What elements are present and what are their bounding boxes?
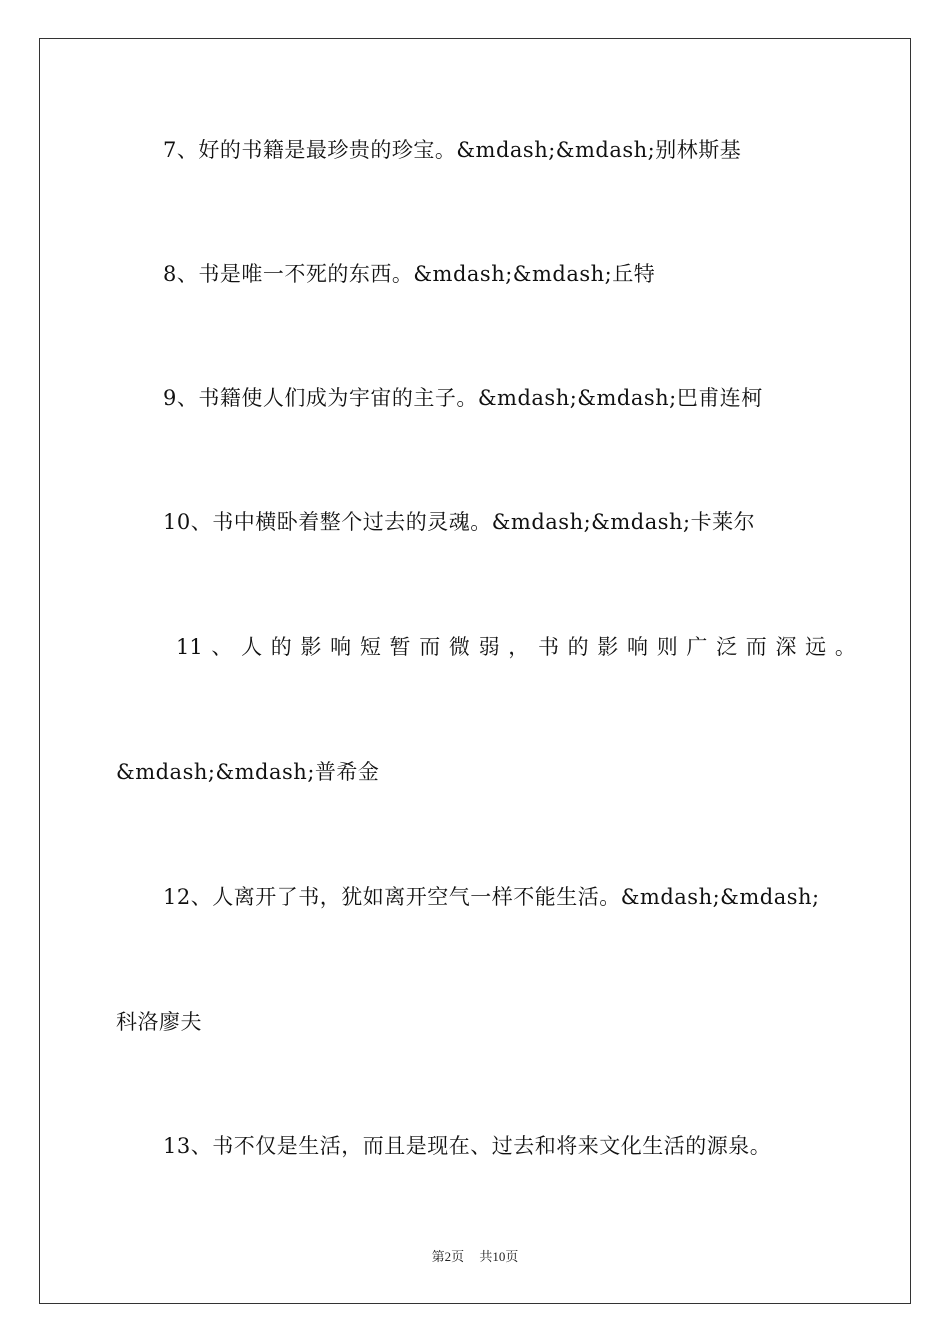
glyph: 。 xyxy=(834,635,856,659)
glyph: 弱 xyxy=(478,635,500,659)
glyph: 深 xyxy=(775,635,797,659)
page-border xyxy=(39,38,911,1304)
glyph: 暂 xyxy=(389,635,411,659)
glyph: 影 xyxy=(300,635,322,659)
glyph: 而 xyxy=(745,635,767,659)
glyph: 远 xyxy=(805,635,827,659)
glyph: ， xyxy=(508,635,530,659)
quote-line-13: 13、书不仅是生活，而且是现在、过去和将来文化生活的源泉。 xyxy=(163,1134,772,1158)
glyph: 而 xyxy=(419,635,441,659)
page-total: 共10页 xyxy=(479,1249,519,1264)
glyph: 、 xyxy=(211,635,233,659)
quote-line-11 xyxy=(176,633,856,661)
quote-line-7: 7、好的书籍是最珍贵的珍宝。&mdash;&mdash;别林斯基 xyxy=(163,138,742,162)
page-number: 第2页 xyxy=(431,1249,465,1264)
glyph: 书 xyxy=(537,635,559,659)
quote-line-12: 12、人离开了书，犹如离开空气一样不能生活。&mdash;&mdash; xyxy=(163,885,820,909)
glyph: 的 xyxy=(270,635,292,659)
quote-line-12-attribution: 科洛廖夫 xyxy=(116,1010,202,1034)
quote-line-11-attribution: &mdash;&mdash;普希金 xyxy=(116,760,380,784)
glyph: 则 xyxy=(656,635,678,659)
quote-line-10: 10、书中横卧着整个过去的灵魂。&mdash;&mdash;卡莱尔 xyxy=(163,510,756,534)
glyph: 广 xyxy=(686,635,708,659)
glyph: 人 xyxy=(241,635,263,659)
glyph: 响 xyxy=(330,635,352,659)
glyph: 影 xyxy=(597,635,619,659)
quote-line-8: 8、书是唯一不死的东西。&mdash;&mdash;丘特 xyxy=(163,262,656,286)
glyph: 11 xyxy=(176,635,203,659)
glyph: 微 xyxy=(448,635,470,659)
quote-line-9: 9、书籍使人们成为宇宙的主子。&mdash;&mdash;巴甫连柯 xyxy=(163,386,763,410)
glyph: 短 xyxy=(359,635,381,659)
glyph: 泛 xyxy=(716,635,738,659)
glyph: 响 xyxy=(627,635,649,659)
glyph: 的 xyxy=(567,635,589,659)
page-footer xyxy=(0,1248,950,1266)
